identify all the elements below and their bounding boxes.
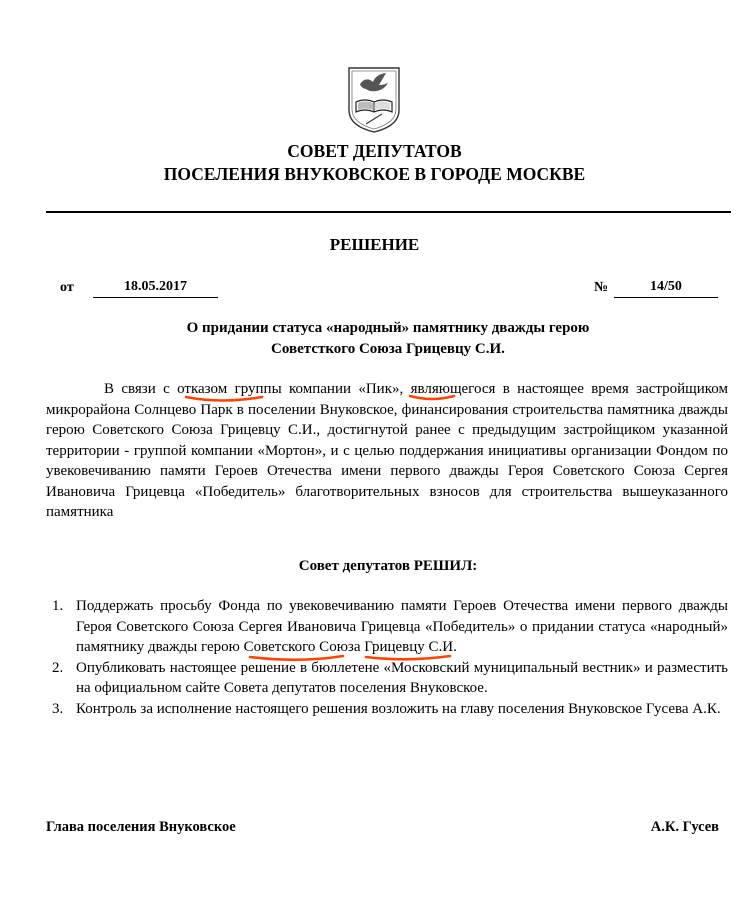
signatory-name: А.К. Гусев [650,819,719,835]
document-title-line2: Советсткого Союза Грицевцу С.И. [271,341,505,357]
date-prefix: от [60,280,74,295]
document-title-line1: О придании статуса «народный» памятнику дважды герою [186,320,590,336]
number-prefix: № [594,280,609,295]
date-underline [93,297,218,298]
item-text: Опубликовать настоящее решение в бюллетене «Московский муниципальный вестник» и разместить на официальном сайте Совета депутатов поселения Внуковское. [76,659,728,696]
header-divider [46,211,731,213]
document-date: 18.05.2017 [124,279,187,294]
settlement-name: ПОСЕЛЕНИЯ ВНУКОВСКОЕ В ГОРОДЕ МОСКВЕ [163,164,586,184]
decision-item [46,658,728,699]
item-text: Поддержать просьбу Фонда по увековечиванию памяти Героев Отечества имени первого дважды Героя Советского Союза Сергея Ивановича Грицевца «Победитель» о придании статуса «народный» памятнику дважды герою Советского Союза Грицевцу С.И. [76,598,728,655]
number-underline [614,297,718,298]
coat-of-arms-icon [346,66,402,134]
decided-heading: Совет депутатов РЕШИЛ: [298,558,478,574]
item-number: 3. [52,700,64,717]
decision-list [46,596,728,719]
item-number: 2. [52,659,64,676]
decision-item [46,699,728,720]
council-name: СОВЕТ ДЕПУТАТОВ [287,141,462,161]
preamble-text: В связи с отказом группы компании «Пик», являющегося в настоящее время застройщиком микрорайона Солнцево Парк в поселении Внуковское, финансирования строительства памятника дважды герою Советского Союза Грицевцу С.И., достигнутой ранее с предыдущим застройщиком указанной территории - группой компании «Мортон», и с целью поддержания инициативы организации Фондом по увековечиванию памяти Героев Отечества имени первого дважды Героя Советского Союза Сергея Ивановича Грицевца «Победитель» благотворительных взносов для строительства вышеуказанного памятника [46,381,728,520]
document-type: РЕШЕНИЕ [329,235,420,254]
decision-item [46,596,728,658]
item-text: Контроль за исполнение настоящего решения возложить на главу поселения Внуковское Гусева А.К. [76,700,721,717]
signatory-position: Глава поселения Внуковское [46,819,236,835]
document-number: 14/50 [650,279,682,294]
preamble-paragraph [46,379,728,523]
item-number: 1. [52,598,64,614]
